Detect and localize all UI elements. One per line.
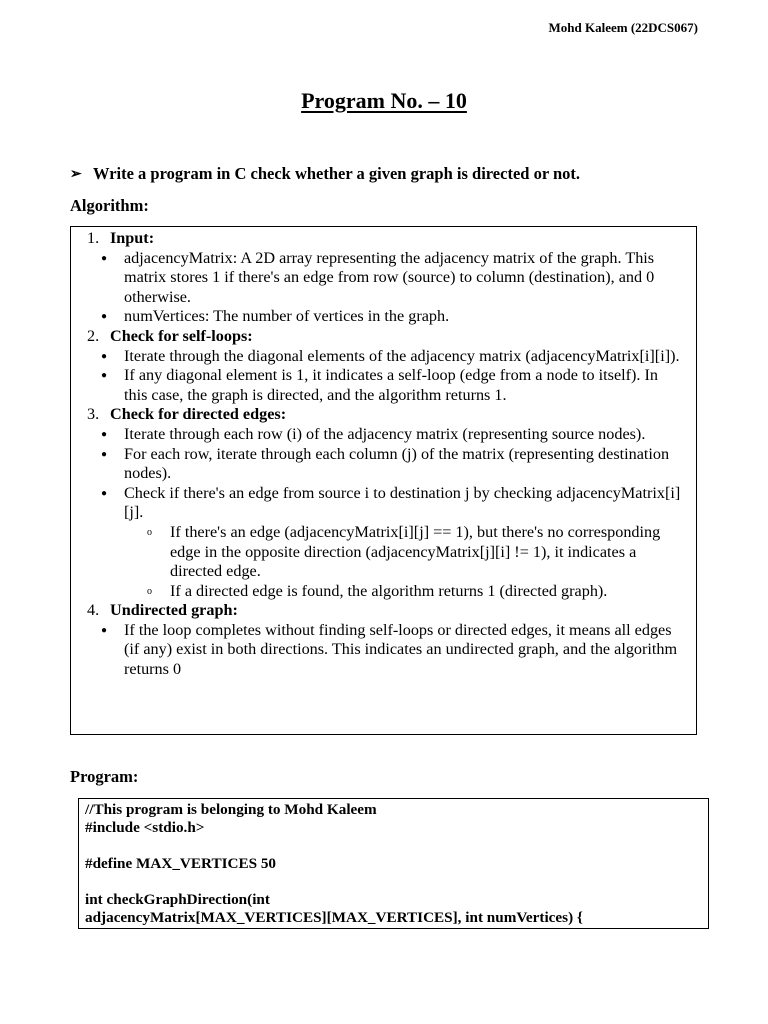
bullet-dot-icon: ● <box>101 428 108 440</box>
sub-bullet-text: If a directed edge is found, the algorithm returns 1 (directed graph). <box>170 581 608 600</box>
step-heading: Check for directed edges: <box>110 405 287 424</box>
step-number: 1. <box>87 229 100 247</box>
bullet-text: If any diagonal element is 1, it indicates a self-loop (edge from a node to itself). In this case, the graph is directed, and the algorithm returns 1. <box>124 366 659 404</box>
algorithm-bullet <box>71 366 696 405</box>
algorithm-bullet <box>71 347 696 367</box>
code-line <box>85 837 708 855</box>
algorithm-step <box>71 229 696 249</box>
step-heading: Undirected graph: <box>110 601 238 620</box>
bullet-dot-icon: ● <box>101 624 108 636</box>
algorithm-label: Algorithm: <box>70 196 149 215</box>
bullet-text: adjacencyMatrix: A 2D array representing the adjacency matrix of the graph. This matrix stores 1 if there's an edge from row (source) to column (destination), and 0 otherwise. <box>124 248 655 306</box>
bullet-text: Check if there's an edge from source i to destination j by checking adjacencyMatrix[i][j]. <box>124 483 681 522</box>
circle-bullet-icon: o <box>147 526 152 538</box>
code-line: #define MAX_VERTICES 50 <box>85 855 277 872</box>
step-heading: Check for self-loops: <box>110 326 253 345</box>
step-number: 3. <box>87 405 100 424</box>
step-number: 2. <box>87 326 100 345</box>
code-line: //This program is belonging to Mohd Kaleem <box>85 801 377 818</box>
algorithm-bullet <box>71 484 696 523</box>
algorithm-sub-bullet <box>71 523 696 582</box>
bullet-dot-icon: ● <box>101 252 108 264</box>
step-number: 4. <box>87 601 100 620</box>
algorithm-bullet <box>71 621 696 680</box>
task-text: Write a program in C check whether a given graph is directed or not. <box>93 164 581 183</box>
algorithm-step <box>71 405 696 425</box>
circle-bullet-icon: o <box>147 585 152 597</box>
sub-bullet-text: If there's an edge (adjacencyMatrix[i][j] == 1), but there's no corresponding edge in the opposite direction (adjacencyMatrix[j][i] != 1), it indicates a directed edge. <box>170 522 661 581</box>
algorithm-box <box>70 226 697 735</box>
code-box <box>78 798 709 929</box>
code-line <box>85 873 708 891</box>
code-line: int checkGraphDirection(int <box>85 891 270 908</box>
bullet-dot-icon: ● <box>101 487 108 499</box>
program-label: Program: <box>70 767 139 786</box>
algorithm-bullet <box>71 249 696 308</box>
bullet-text: Iterate through each row (i) of the adjacency matrix (representing source nodes). <box>124 424 646 443</box>
page-title: Program No. – 10 <box>301 88 467 113</box>
bullet-dot-icon: ● <box>101 350 108 362</box>
code-line: #include <stdio.h> <box>85 819 205 836</box>
bullet-text: For each row, iterate through each column (j) of the matrix (representing destination nodes). <box>124 444 670 483</box>
algorithm-step <box>71 601 696 621</box>
algorithm-step <box>71 327 696 347</box>
algorithm-sub-bullet <box>71 582 696 602</box>
bullet-text: numVertices: The number of vertices in the graph. <box>124 307 450 326</box>
bullet-dot-icon: ● <box>101 311 108 323</box>
algorithm-bullet <box>71 445 696 484</box>
step-heading: Input: <box>110 229 155 247</box>
bullet-dot-icon: ● <box>101 370 108 382</box>
bullet-text: If the loop completes without finding self-loops or directed edges, it means all edges (if any) exist in both directions. This indicates an undirected graph, and the algorithm returns 0 <box>124 620 678 679</box>
arrow-bullet-icon: ➢ <box>70 166 82 182</box>
author-header: Mohd Kaleem (22DCS067) <box>548 20 698 35</box>
bullet-text: Iterate through the diagonal elements of the adjacency matrix (adjacencyMatrix[i][i]). <box>124 346 680 365</box>
algorithm-bullet <box>71 425 696 445</box>
algorithm-bullet <box>71 307 696 327</box>
code-line: adjacencyMatrix[MAX_VERTICES][MAX_VERTICES], int numVertices) { <box>85 909 583 926</box>
task-statement <box>70 164 580 184</box>
bullet-dot-icon: ● <box>101 448 108 460</box>
